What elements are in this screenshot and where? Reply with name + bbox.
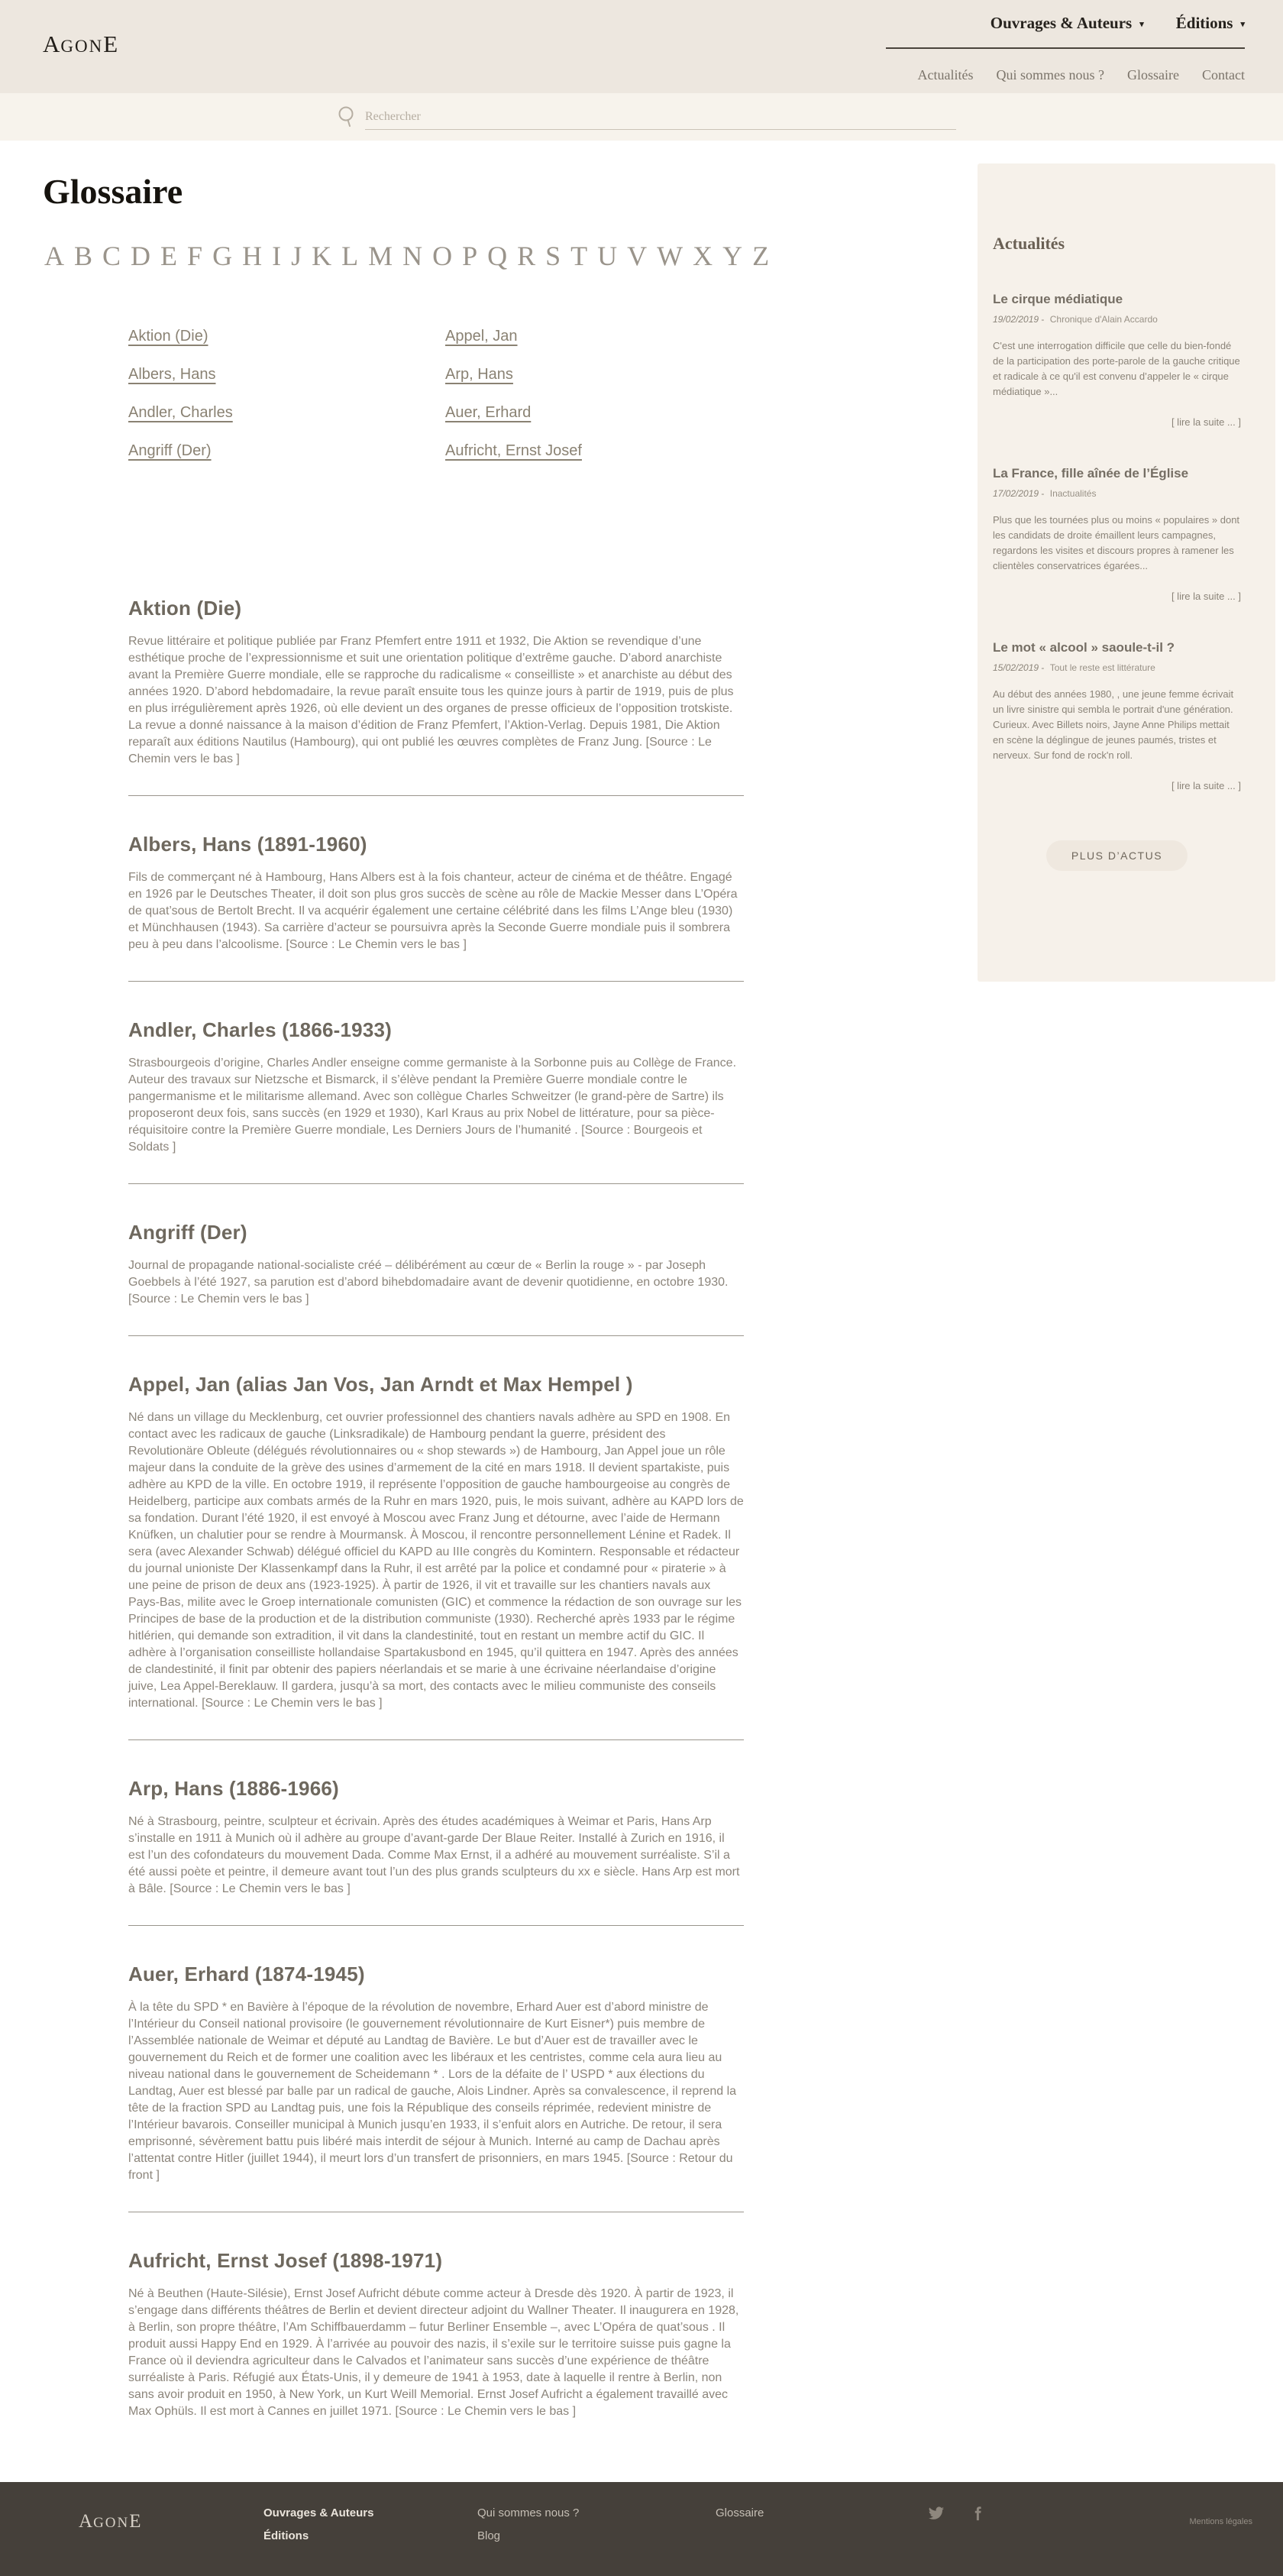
primary-nav <box>991 14 1245 33</box>
news-meta-separator: - <box>1041 314 1045 325</box>
read-more-link[interactable]: [ lire la suite ... ] <box>1171 780 1241 791</box>
news-title[interactable]: Le mot « alcool » saoule-t-il ? <box>993 640 1175 655</box>
alphabet-letter[interactable]: H <box>242 241 263 271</box>
secondary-nav-item[interactable]: Actualités <box>917 67 974 83</box>
main-area <box>0 141 1283 2482</box>
alphabet-letter[interactable]: K <box>312 241 332 271</box>
primary-nav-label: Éditions <box>1175 14 1233 32</box>
entry-title: Aktion (Die) <box>128 597 242 620</box>
entry-index <box>128 328 771 481</box>
alphabet-letter[interactable]: G <box>212 241 233 271</box>
alphabet-letter[interactable]: T <box>570 241 588 271</box>
footer-col-ouvrages <box>263 2506 374 2542</box>
glossary-entry <box>128 1775 744 1926</box>
entry-link[interactable]: Aktion (Die) <box>128 328 208 345</box>
more-news-button[interactable]: PLUS D’ACTUS <box>1046 840 1188 871</box>
primary-nav-item[interactable] <box>1176 14 1245 33</box>
entry-link[interactable]: Aufricht, Ernst Josef <box>445 442 582 459</box>
facebook-icon[interactable] <box>969 2505 986 2526</box>
entry-title: Angriff (Der) <box>128 1221 247 1244</box>
primary-nav-item[interactable] <box>991 14 1144 33</box>
entry-divider <box>128 795 744 796</box>
alphabet-letter[interactable]: D <box>131 241 151 271</box>
entry-divider <box>128 1335 744 1336</box>
secondary-nav-item[interactable]: Glossaire <box>1127 67 1179 83</box>
glossary-entry <box>128 1017 744 1184</box>
nav-divider <box>886 47 1245 49</box>
alphabet-letter[interactable]: N <box>402 241 423 271</box>
alphabet-letter[interactable]: F <box>187 241 203 271</box>
entry-title: Aufricht, Ernst Josef (1898-1971) <box>128 2249 443 2272</box>
news-excerpt: Plus que les tournées plus ou moins « populaires » dont les candidats de droite émaillent leurs campagnes, regardons les visites et discours propres à ramener les clientèles conservatrices égarées... <box>993 514 1240 571</box>
alphabet-letter[interactable]: M <box>368 241 393 271</box>
site-header <box>0 0 1283 141</box>
secondary-nav-item[interactable]: Qui sommes nous ? <box>996 67 1105 83</box>
entry-text: À la tête du SPD * en Bavière à l’époque de la révolution de novembre, Erhard Auer est d’abord ministre de l’Intérieur du Conseil national provisoire (le gouvernement révolutionnaire de Kurt Eisner*) puis membre de l’Assemblée nationale de Weimar et député au Landtag de Bavière. Le but d’Auer est de travailler avec le gouvernement du Reich et de former une coalition avec les libéraux et les centristes, comme cela aura lieu au niveau national dans le gouvernement de Scheidemann * . Lors de la défaite de l’ USPD * aux élections du Landtag, Auer est blessé par balle par un radical de gauche, Alois Lindner. Après sa convalescence, il reprend la tête de la fraction SPD au Landtag puis, une fois la République des conseils réprimée, redevient ministre de l’Intérieur bavarois. Conseiller municipal à Munich jusqu’en 1933, il s’enfuit alors en Autriche. De retour, il sera emprisonné, sévèrement battu puis libéré mais interdit de séjour à Munich. Interné au camp de Dachau après l’attentat contre Hitler (juillet 1944), il meurt lors d’un transfert de prisonniers, en mars 1945. [Source : Retour du front ] <box>128 2001 737 2182</box>
search-input[interactable] <box>365 104 956 130</box>
entry-text: Né à Strasbourg, peintre, sculpteur et écrivain. Après des études académiques à Weimar et Paris, Hans Arp s’installe en 1911 à Munich où il adhère au groupe d’avant-garde Der Blaue Reiter. Installé à Zurich en 1916, il est l’un des cofondateurs du mouvement Dada. Comme Max Ernst, il a adhéré au mouvement surréaliste. S’il a été aussi poète et peintre, il demeure avant tout l’un des plus grands sculpteurs du xx e siècle. Hans Arp est mort à Bâle. [Source : Le Chemin vers le bas ] <box>128 1815 740 1895</box>
alphabet-letter[interactable]: J <box>291 241 302 271</box>
alphabet-letter[interactable]: O <box>432 241 453 271</box>
alphabet-letter[interactable]: E <box>160 241 178 271</box>
entry-link[interactable]: Andler, Charles <box>128 404 233 421</box>
alphabet-letter[interactable]: X <box>693 241 713 271</box>
entry-text: Né à Beuthen (Haute-Silésie), Ernst Josef Aufricht débute comme acteur à Dresde dès 1920. À partir de 1923, il s’engage dans différents théâtres de Berlin et devient directeur adjoint du Wallner Theater. Il inaugurera en 1928, à Berlin, son propre théâtre, l’Am Schiffbauerdamm – futur Berliner Ensemble –, avec L’Opéra de quat’sous . Il produit aussi Happy End en 1929. À l’arrivée au pouvoir des nazis, il s’exile sur le territoire suisse puis gagne la France où il deviendra agriculteur dans le Calvados et l’animateur sans succès d’une expérience de théâtre surréaliste à Paris. Réfugié aux États-Unis, il y demeure de 1941 à 1953, date à laquelle il rentre à Berlin, non sans avoir produit en 1950, à New York, un Kurt Weill Memorial. Ernst Josef Aufricht a également travaillé avec Max Ophüls. Il est mort à Cannes en juillet 1971. [Source : Le Chemin vers le bas ] <box>128 2287 739 2418</box>
entry-divider <box>128 1739 744 1740</box>
search-bar <box>0 93 1283 141</box>
news-date: 19/02/2019 <box>993 314 1039 325</box>
site-footer <box>0 2482 1283 2576</box>
alphabet-letter[interactable]: A <box>44 241 64 271</box>
alphabet-letter[interactable]: I <box>272 241 282 271</box>
footer-logo[interactable]: AGONE <box>79 2511 142 2532</box>
secondary-nav <box>918 67 1245 83</box>
news-item <box>993 290 1241 428</box>
entry-divider <box>128 981 744 982</box>
sidebar-title: Actualités <box>993 234 1065 253</box>
search-icon <box>337 105 358 128</box>
chevron-down-icon: ▾ <box>1240 20 1245 29</box>
entry-link[interactable]: Auer, Erhard <box>445 404 532 421</box>
entry-divider <box>128 1925 744 1926</box>
alphabet-letter[interactable]: P <box>462 241 478 271</box>
alphabet-letter[interactable]: B <box>74 241 93 271</box>
entry-link[interactable]: Arp, Hans <box>445 366 513 383</box>
footer-link[interactable]: Glossaire <box>716 2506 764 2519</box>
alphabet-letter[interactable]: V <box>627 241 648 271</box>
footer-link[interactable]: Qui sommes nous ? <box>477 2506 580 2519</box>
news-meta-separator: - <box>1041 662 1045 673</box>
chevron-down-icon: ▾ <box>1139 20 1144 29</box>
entry-link[interactable]: Albers, Hans <box>128 366 216 383</box>
footer-col-about <box>477 2506 579 2542</box>
alphabet-letter[interactable]: R <box>517 241 536 271</box>
news-category: Chronique d'Alain Accardo <box>1049 314 1158 325</box>
news-excerpt: C'est une interrogation difficile que celle du bien-fondé de la participation des porte-parole de la gauche critique et radicale à ce qu'il est convenu d’appeler le « cirque médiatique »... <box>993 340 1240 397</box>
glossary-entry <box>128 1961 744 2212</box>
news-meta <box>993 662 1241 673</box>
entry-link[interactable]: Angriff (Der) <box>128 442 212 459</box>
news-meta-separator: - <box>1041 488 1045 499</box>
news-title[interactable]: Le cirque médiatique <box>993 292 1123 306</box>
news-date: 17/02/2019 <box>993 488 1039 499</box>
entry-text: Fils de commerçant né à Hambourg, Hans Albers est à la fois chanteur, acteur de cinéma et de théâtre. Engagé en 1926 par le Deutsches Theater, il doit son plus gros succès de scène au rôle de Mackie Messer dans L’Opéra de quat’sous de Bertolt Brecht. Il va acquérir également une certaine célébrité dans les films L’Ange bleu (1930) et Münchhausen (1943). Sa carrière d’acteur se poursuivra après la Seconde Guerre mondiale puis il sombrera peu à peu dans l’alcoolisme. [Source : Le Chemin vers le bas ] <box>128 871 738 951</box>
legal-link[interactable]: Mentions légales <box>1189 2517 1252 2526</box>
entries-list <box>128 595 744 2420</box>
entry-title: Andler, Charles (1866-1933) <box>128 1018 393 1041</box>
news-category: Inactualités <box>1049 488 1097 499</box>
news-excerpt: Au début des années 1980, , une jeune femme écrivait un livre sinistre qui sembla le portrait d'une génération. Curieux. Avec Billets noirs, Jayne Anne Philips mettait en scène la déglingue de jeunes paumés, tristes et nerveux. Sur fond de rock'n roll. <box>993 688 1234 761</box>
alphabet-letter[interactable]: C <box>102 241 121 271</box>
read-more-link[interactable]: [ lire la suite ... ] <box>1171 416 1241 428</box>
news-item <box>993 639 1241 791</box>
entry-text: Né dans un village du Mecklenburg, cet ouvrier professionnel des chantiers navals adhère au SPD en 1908. En contact avec les radicaux de gauche (Linksradikale) de Hambourg pendant la guerre, président des Revolutionäre Obleute (délégués révolutionnaires ou « shop stewards ») de Hambourg, Jan Appel joue un rôle majeur dans la conduite de la grève des usines d’armement de la cité en mars 1918. Il devient spartakiste, puis adhère au KPD de la ville. En octobre 1919, il représente l’opposition de gauche hambourgeoise au congrès de Heidelberg, participe aux combats armés de la Ruhr en mars 1920, puis, le mois suivant, adhère au KAPD lors de sa fondation. Durant l’été 1920, il est envoyé à Moscou avec Franz Jung et détourne, avec l’aide de Hermann Knüfken, un chalutier pour se rendre à Mourmansk. À Moscou, il rencontre personnellement Lénine et Radek. Il sera (avec Alexander Schwab) délégué officiel du KAPD au IIIe congrès du Komintern. Responsable et rédacteur du journal unioniste Der Klassenkampf dans la Ruhr, il est arrêté par la police et condamné pour « piraterie » à une peine de prison de deux ans (1923-1925). À partir de 1926, il vit et travaille sur les chantiers navals aux Pays-Bas, milite avec le Groep internationale comunisten (GIC) et commence la rédaction de son ouvrage sur les Principes de base de la production et de la distribution communiste (1930). Recherché après 1933 par le régime hitlérien, qui demande son extradition, il vit dans la clandestinité, tout en restant un membre actif du GIC. Il adhère à l’organisation conseilliste hollandaise Spartakusbond en 1945, qu’il quittera en 1947. Après des années de clandestinité, il finit par obtenir des papiers néerlandais et se marie à une écrivaine néerlandaise d’origine juive, Lea Appel-Bereklauw. Il gardera, jusqu’à sa mort, des contacts avec le milieu communiste des conseils international. [Source : Le Chemin vers le bas ] <box>128 1411 744 1710</box>
glossary-entry <box>128 2248 744 2420</box>
read-more-link[interactable]: [ lire la suite ... ] <box>1171 591 1241 602</box>
glossary-entry <box>128 595 744 796</box>
entry-title: Arp, Hans (1886-1966) <box>128 1777 339 1800</box>
news-sidebar <box>978 163 1275 982</box>
news-list <box>993 290 1241 791</box>
alphabet-letter[interactable]: Q <box>487 241 508 271</box>
footer-social <box>928 2505 986 2526</box>
footer-link[interactable]: Éditions <box>263 2529 309 2542</box>
alphabet-letter[interactable]: W <box>657 241 684 271</box>
alphabet-index <box>43 242 771 273</box>
glossary-entry <box>128 831 744 982</box>
news-title[interactable]: La France, fille aînée de l’Église <box>993 466 1189 481</box>
news-item <box>993 464 1241 602</box>
news-category: Tout le reste est littérature <box>1049 662 1155 673</box>
secondary-nav-item[interactable]: Contact <box>1202 67 1245 83</box>
entry-title: Albers, Hans (1891-1960) <box>128 833 367 856</box>
footer-link[interactable]: Ouvrages & Auteurs <box>263 2506 374 2519</box>
alphabet-letter[interactable]: L <box>341 241 359 271</box>
page-title: Glossaire <box>43 172 183 211</box>
entry-text: Revue littéraire et politique publiée par Franz Pfemfert entre 1911 et 1932, Die Aktion se revendique d’une esthétique proche de l’expressionnisme et suit une orientation politique d’extrême gauche. D’abord anarchiste avant la Première Guerre mondiale, elle se rapproche du radicalisme « conseilliste » et anarchiste au début des années 1920. D’abord hebdomadaire, la revue paraît ensuite tous les quinze jours à partir de 1919, puis de plus en plus irrégulièrement après 1926, où elle devient un des organes de presse officieux de l’opposition trotskiste. La revue a donné naissance à la maison d’édition de Franz Pfemfert, l’Aktion-Verlag. Depuis 1981, Die Aktion reparaît aux éditions Nautilus (Hambourg), qui ont publié les œuvres complètes de Franz Jung. [Source : Le Chemin vers le bas ] <box>128 635 734 765</box>
entry-link[interactable]: Appel, Jan <box>445 328 518 345</box>
alphabet-letter[interactable]: Z <box>752 241 770 271</box>
alphabet-letter[interactable]: Y <box>722 241 743 271</box>
glossary-entry <box>128 1371 744 1740</box>
alphabet-letter[interactable]: U <box>597 241 618 271</box>
news-meta <box>993 488 1241 499</box>
glossary-content <box>0 141 771 2420</box>
twitter-icon[interactable] <box>928 2505 945 2526</box>
news-date: 15/02/2019 <box>993 662 1039 673</box>
news-meta <box>993 314 1241 325</box>
footer-col-glossaire <box>716 2506 764 2519</box>
site-logo[interactable]: AGONE <box>43 31 119 57</box>
alphabet-letter[interactable]: S <box>545 241 561 271</box>
entry-title: Auer, Erhard (1874-1945) <box>128 1963 365 1985</box>
footer-link[interactable]: Blog <box>477 2529 501 2542</box>
primary-nav-label: Ouvrages & Auteurs <box>990 14 1133 32</box>
entry-title: Appel, Jan (alias Jan Vos, Jan Arndt et Max Hempel ) <box>128 1373 633 1396</box>
header-top-bar <box>0 0 1283 93</box>
entry-text: Strasbourgeois d’origine, Charles Andler enseigne comme germaniste à la Sorbonne puis au Collège de France. Auteur des travaux sur Nietzsche et Bismarck, il s’élève pendant la Première Guerre mondiale contre le pangermanisme et le militarisme allemand. Avec son collègue Charles Schweitzer (le grand-père de Sartre) ils proposeront deux fois, sans succès (en 1929 et 1930), Karl Kraus au prix Nobel de littérature, pour sa pièce-réquisitoire contre la Première Guerre mondiale, Les Derniers Jours de l’humanité . [Source : Bourgeois et Soldats ] <box>128 1057 737 1154</box>
glossary-entry <box>128 1219 744 1336</box>
entry-text: Journal de propagande national-socialiste créé – délibérément au cœur de « Berlin la rouge » - par Joseph Goebbels à l’été 1927, sa parution est d’abord bihebdomadaire avant de devenir quotidienne, en octobre 1930. [Source : Le Chemin vers le bas ] <box>128 1259 729 1306</box>
entry-divider <box>128 1183 744 1184</box>
